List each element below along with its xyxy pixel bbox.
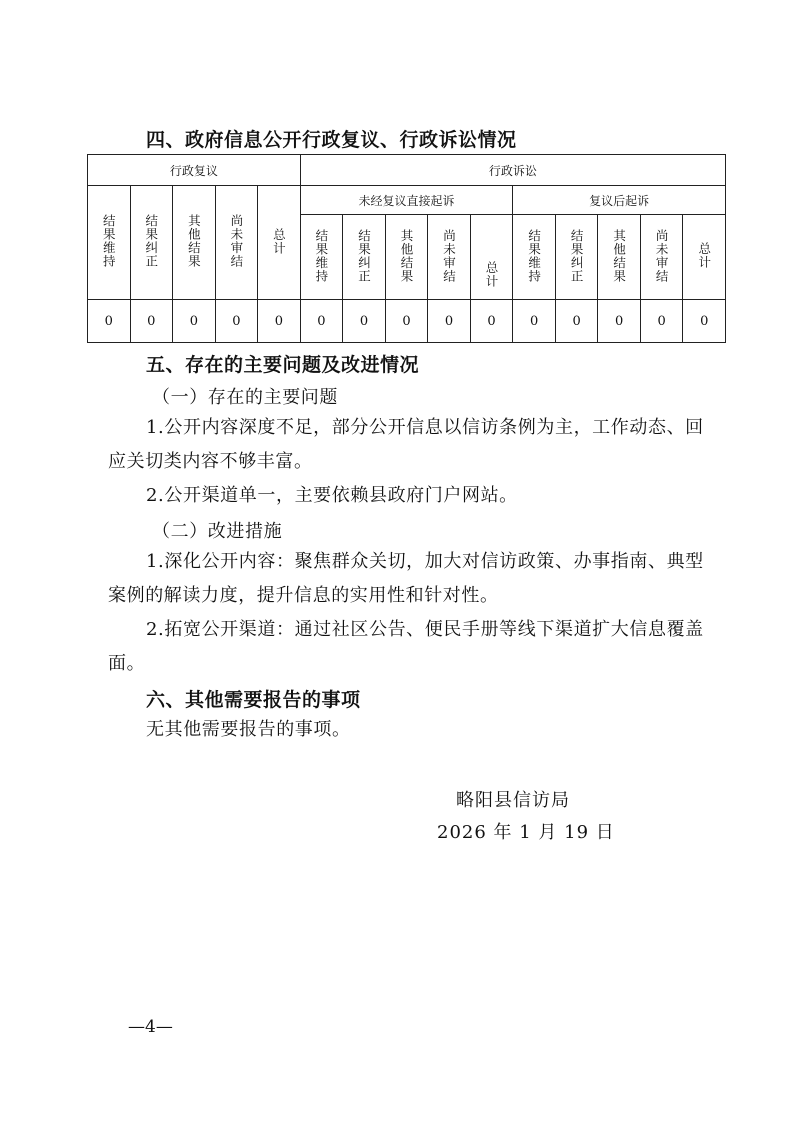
section6-heading: 六、其他需要报告的事项 bbox=[146, 689, 361, 711]
table-cell: 0 bbox=[88, 300, 131, 343]
col-after-maintained: 结果维持 bbox=[513, 215, 556, 300]
table-cell: 0 bbox=[513, 300, 556, 343]
page-number: —4— bbox=[128, 1017, 173, 1037]
col-review-other: 其他结果 bbox=[173, 186, 216, 300]
section5-heading: 五、存在的主要问题及改进情况 bbox=[146, 354, 420, 376]
section5-paragraph-1: 1.公开内容深度不足，部分公开信息以信访条例为主，工作动态、回应关切类内容不够丰富。 bbox=[108, 417, 704, 472]
signature-date: 2026 年 1 月 19 日 bbox=[437, 822, 615, 843]
col-review-corrected: 结果纠正 bbox=[130, 186, 173, 300]
table-cell: 0 bbox=[555, 300, 598, 343]
col-direct-maintained: 结果维持 bbox=[300, 215, 343, 300]
section5-sub1: （一）存在的主要问题 bbox=[152, 387, 338, 408]
admin-litigation-header: 行政诉讼 bbox=[300, 155, 725, 186]
col-after-other: 其他结果 bbox=[598, 215, 641, 300]
col-review-maintained: 结果维持 bbox=[88, 186, 131, 300]
col-direct-pending: 尚未审结 bbox=[428, 215, 471, 300]
table-cell: 0 bbox=[640, 300, 683, 343]
col-after-pending: 尚未审结 bbox=[640, 215, 683, 300]
table-cell: 0 bbox=[258, 300, 301, 343]
table-cell: 0 bbox=[300, 300, 343, 343]
table-cell: 0 bbox=[215, 300, 258, 343]
section5-paragraph-4: 2.拓宽公开渠道：通过社区公告、便民手册等线下渠道扩大信息覆盖面。 bbox=[108, 619, 704, 674]
table-cell: 0 bbox=[470, 300, 513, 343]
admin-review-header: 行政复议 bbox=[88, 155, 301, 186]
direct-suit-header: 未经复议直接起诉 bbox=[300, 186, 513, 215]
review-litigation-table bbox=[87, 154, 726, 343]
section5-sub2: （二）改进措施 bbox=[152, 521, 283, 542]
table-cell: 0 bbox=[343, 300, 386, 343]
col-after-total: 总计 bbox=[683, 215, 726, 300]
col-review-pending: 尚未审结 bbox=[215, 186, 258, 300]
section4-heading: 四、政府信息公开行政复议、行政诉讼情况 bbox=[146, 129, 517, 151]
col-review-total: 总计 bbox=[258, 186, 301, 300]
col-after-corrected: 结果纠正 bbox=[555, 215, 598, 300]
section5-paragraph-2: 2.公开渠道单一，主要依赖县政府门户网站。 bbox=[146, 485, 518, 506]
table-cell: 0 bbox=[428, 300, 471, 343]
col-direct-other: 其他结果 bbox=[385, 215, 428, 300]
col-direct-corrected: 结果纠正 bbox=[343, 215, 386, 300]
table-cell: 0 bbox=[130, 300, 173, 343]
section5-paragraph-3: 1.深化公开内容：聚焦群众关切，加大对信访政策、办事指南、典型案例的解读力度，提升信息的实用性和针对性。 bbox=[108, 551, 704, 606]
table-cell: 0 bbox=[385, 300, 428, 343]
signature-org: 略阳县信访局 bbox=[456, 790, 570, 811]
table-cell: 0 bbox=[598, 300, 641, 343]
table-cell: 0 bbox=[683, 300, 726, 343]
after-review-suit-header: 复议后起诉 bbox=[513, 186, 726, 215]
col-direct-total: 总计 bbox=[470, 215, 513, 300]
table-cell: 0 bbox=[173, 300, 216, 343]
section6-paragraph-1: 无其他需要报告的事项。 bbox=[146, 719, 351, 740]
